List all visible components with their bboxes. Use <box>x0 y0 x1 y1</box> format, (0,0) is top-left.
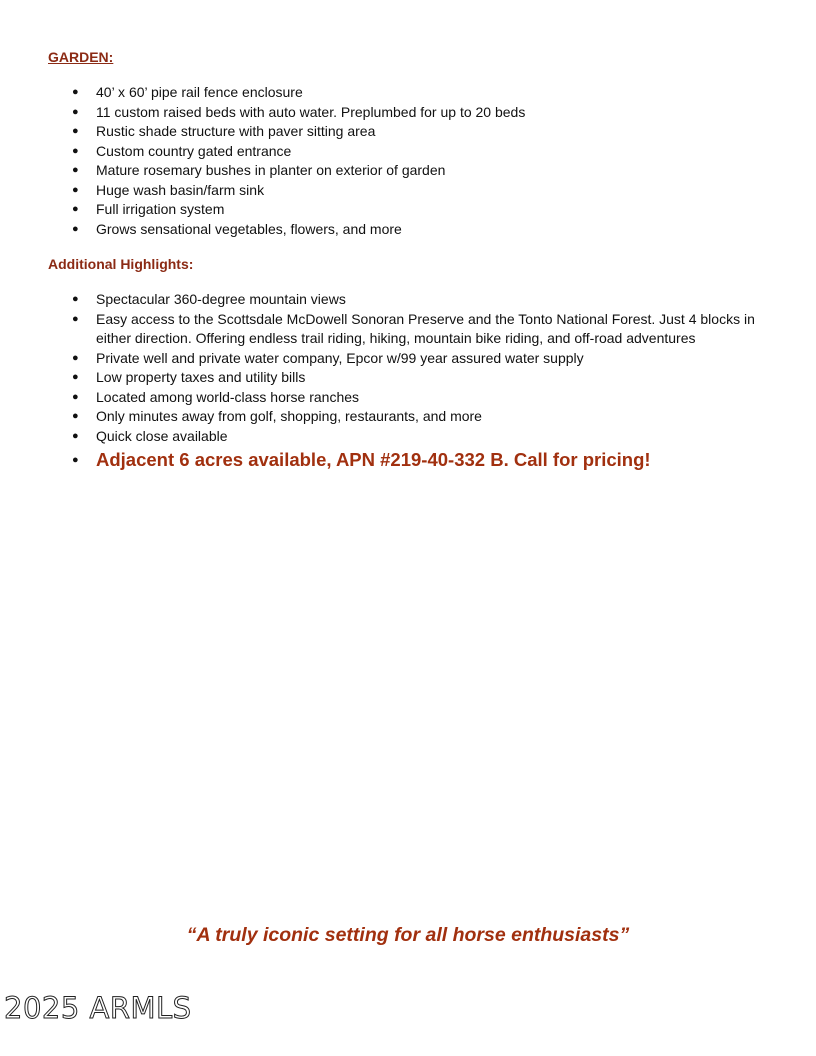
list-item-text: 11 custom raised beds with auto water. Preplumbed for up to 20 beds <box>96 103 526 120</box>
bullet-icon: ● <box>72 429 79 442</box>
copyright-watermark: 2025 ARMLS <box>4 991 192 1025</box>
list-item <box>0 368 760 388</box>
list-item-text: Low property taxes and utility bills <box>96 369 306 385</box>
list-item <box>0 427 760 447</box>
list-item-text: Grows sensational vegetables, flowers, and more <box>96 220 402 237</box>
list-item <box>0 310 760 349</box>
bullet-icon: ● <box>72 203 79 215</box>
list-item <box>0 142 760 162</box>
list-item <box>0 220 760 240</box>
list-item <box>0 83 760 103</box>
bullet-icon: ● <box>72 410 79 422</box>
list-item-text: Rustic shade structure with paver sitting area <box>96 123 376 139</box>
bullet-icon: ● <box>72 105 79 118</box>
list-item-text: Spectacular 360-degree mountain views <box>96 291 346 307</box>
bullet-icon: ● <box>72 293 79 305</box>
bullet-icon: ● <box>72 312 79 325</box>
list-item <box>0 161 760 181</box>
list-item <box>0 407 760 427</box>
bullet-icon: ● <box>72 125 79 137</box>
bullet-icon: ● <box>72 454 79 466</box>
list-item-text: Only minutes away from golf, shopping, restaurants, and more <box>96 408 482 424</box>
bullet-icon: ● <box>72 86 79 98</box>
bullet-icon: ● <box>72 351 79 364</box>
tagline-quote: “A truly iconic setting for all horse enthusiasts” <box>186 924 630 946</box>
callout-text: Adjacent 6 acres available, APN #219-40-332 B. Call for pricing! <box>96 449 651 470</box>
list-item <box>0 388 760 408</box>
list-item <box>0 103 760 123</box>
list-item <box>0 181 760 201</box>
list-item <box>0 200 760 220</box>
garden-list <box>0 83 760 239</box>
list-item-text: Full irrigation system <box>96 201 225 217</box>
list-item-text: 40’ x 60’ pipe rail fence enclosure <box>96 84 303 100</box>
bullet-icon: ● <box>72 222 79 235</box>
list-item-text: Huge wash basin/farm sink <box>96 181 265 198</box>
bullet-icon: ● <box>72 164 79 176</box>
list-item-text: Private well and private water company, Epcor w/99 year assured water supply <box>96 349 584 366</box>
list-item-text: Easy access to the Scottsdale McDowell Sonoran Preserve and the Tonto National Forest. Just 4 blocks in either direction. Offering endless trail riding, hiking, mountain bike riding, and off-road adventures <box>96 310 755 346</box>
list-item-text: Located among world-class horse ranches <box>96 388 360 405</box>
list-item <box>0 290 760 310</box>
bullet-icon: ● <box>72 390 79 403</box>
callout-item <box>0 447 760 473</box>
bullet-icon: ● <box>72 183 79 196</box>
bullet-icon: ● <box>72 144 79 157</box>
list-item-text: Mature rosemary bushes in planter on exterior of garden <box>96 162 446 178</box>
list-item <box>0 349 760 369</box>
list-item-text: Quick close available <box>96 427 228 444</box>
highlights-list <box>0 290 760 473</box>
highlights-heading: Additional Highlights: <box>48 256 194 272</box>
list-item-text: Custom country gated entrance <box>96 142 292 159</box>
garden-heading: GARDEN: <box>48 49 114 65</box>
bullet-icon: ● <box>72 371 79 383</box>
list-item <box>0 122 760 142</box>
